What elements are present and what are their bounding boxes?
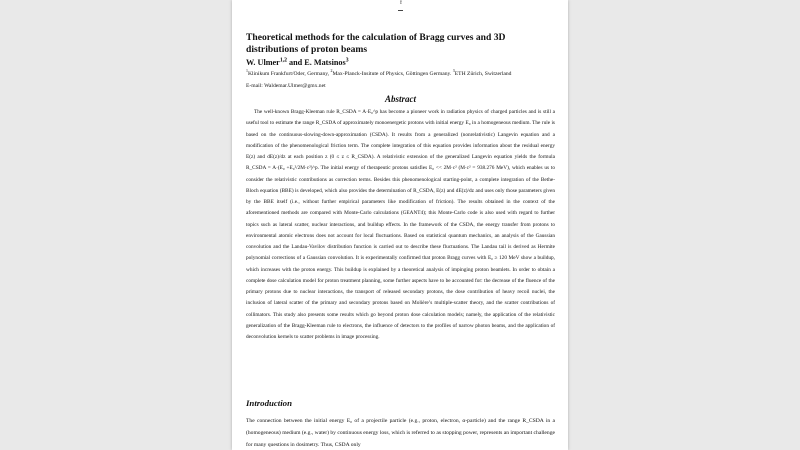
author-line [246,58,349,67]
affil-2-num: 2 [330,69,333,74]
author-2-affil: 3 [345,57,349,64]
abstract-heading: Abstract [384,94,416,104]
abstract-body: The well-known Bragg-Kleeman rule R_CSDA = A·E₀^p has become a pioneer work in radiation physics of charged particles and is still a useful tool to estimate the range R_CSDA of approximately monoenergetic protons with initial energy E₀ in a homogeneous medium. The rule is based on the continuous-slowing-down-approximation (CSDA). It results from a generalized (nonrelativistic) Langevin equation and a modification of the phenomenological friction term. The complete integration of this equation provides information about the residual energy E(z) and dE(z)/dz at each position z (0 ≤ z ≤ R_CSDA). A relativistic extension of the generalized Langevin equation yields the formula R_CSDA = A·(E₀ +E₀²/2M·c²)^p. The initial energy of therapeutic protons satisfies E₀ << 2M·c² (M·c² = 938.276 MeV), which enables us to consider the relativistic contributions as correction terms. Besides this phenomenological starting-point, a complete integration of the Bethe-Bloch equation (BBE) is developed, which also provides the determination of R_CSDA, E(z) and dE(z)/dz and uses only those parameters given by the BBE itself (i.e., without further empirical parameters like modification of friction). The results obtained in the context of the aforementioned methods are compared with Monte-Carlo calculations (GEANT4); this Monte-Carlo code is also used with regard to further topics such as lateral scatter, nuclear interactions, and buildup effects. In the framework of the CSDA, the energy transfer from protons to environmental atomic electrons does not account for local fluctuations. Based on statistical quantum mechanics, an analysis of the Gaussian convolution and the Landau-Vavilov distribution function is carried out to describe these fluctuations. The Landau tail is derived as Hermite polynomial corrections of a Gaussian convolution. It is experimentally confirmed that proton Bragg curves with E₀ ≥ 120 MeV show a buildup, which increases with the proton energy. This buildup is explained by a theoretical analysis of impinging proton beamlets. In order to obtain a complete dose calculation model for proton treatment planning, some further aspects have to be accounted for: the decrease of the fluence of the primary protons due to nuclear interactions, the transport of released secondary protons, the dose contribution of heavy recoil nuclei, the inclusion of lateral scatter of the primary and secondary protons based on Molière’s multiple-scatter theory, and the scatter contributions of collimators. This study also presents some results which go beyond proton dose calculation models; namely, the application of the relativistic generalization of the Bragg-Kleeman rule to electrons, the influence of detectors to the profiles of narrow photon beams, and the application of deconvolution kernels to scatter problems in image processing. [246,109,555,340]
affil-3: ETH Zürich, Switzerland [454,71,512,77]
introduction-body: The connection between the initial energy E₀ of a projectile particle (e.g., proton, electron, α-particle) and the range R_CSDA in a (homogeneous) medium (e.g., water) by continuous energy loss, which is referred to as stopping power, represents an important challenge for many questions in dosimetry. Thus, CSDA only [246,418,555,448]
affil-1-num: 1 [246,69,248,74]
contact-email: E-mail: Waldemar.Ulmer@gmx.net [246,83,326,89]
affil-3-num: 3 [452,69,455,74]
author-conj: and [286,58,305,67]
introduction-heading: Introduction [246,398,292,408]
affiliations [246,71,555,78]
author-1-affil: 1,2 [279,57,287,64]
paper-title: Theoretical methods for the calculation of Bragg curves and 3D distributions of proton beams [246,32,506,55]
author-1: W. Ulmer [246,58,280,67]
affil-1: Klinikum Frankfurt/Oder, Germany, [247,71,331,77]
document-page [232,0,568,450]
header-rule [398,10,403,11]
author-2: E. Matsinos [304,58,346,67]
affil-2: Max-Planck-Insitute of Physics, Göttingen Germany. [332,71,453,77]
page-header-mark: f [400,0,402,6]
